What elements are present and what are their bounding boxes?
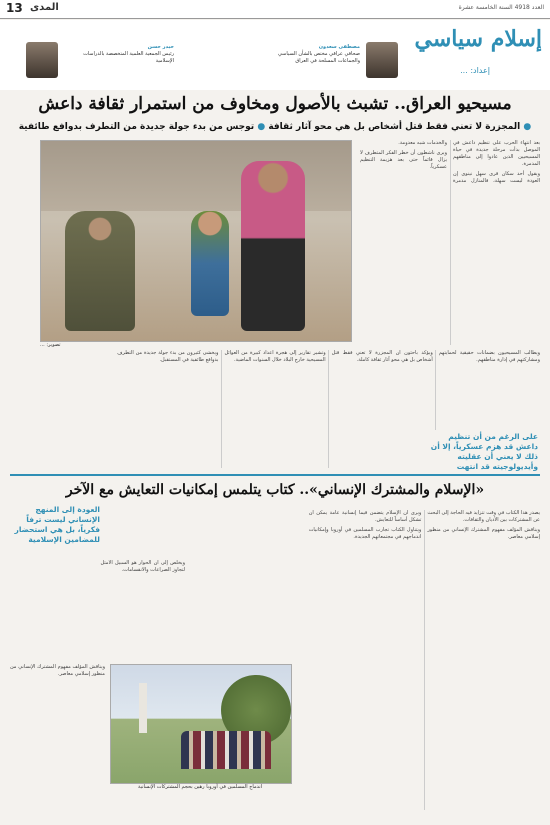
- writer-avatar: [26, 42, 58, 78]
- brand-logo: المدى: [30, 2, 59, 13]
- paragraph: يصدر هذا الكتاب في وقت تتزايد فيه الحاجة إلى البحث عن المشتركات بين الأديان والثقافات.: [427, 510, 540, 523]
- pull-quote: على الرغم من أن تنظيم داعش قد هزم عسكرياً، إلا أن ذلك لا يعني أن عقليته وأيديولوجيته قد انتهت: [426, 430, 540, 474]
- article-body-column: [10, 664, 105, 810]
- paragraph: ويرى أن الإسلام يتضمن قيماً إنسانية عامة يمكن أن تشكل أساساً للتعايش.: [308, 510, 422, 523]
- paragraph: ويناقش المؤلف مفهوم المشترك الإنساني من منظور إسلامي معاصر.: [10, 664, 105, 677]
- paragraph: ويخلص إلى أن الحوار هو السبيل الأمثل لتجاوز الصراعات والانقسامات.: [100, 560, 185, 573]
- paragraph: وتشير تقارير إلى هجرة أعداد كبيرة من العوائل المسيحية خارج البلاد خلال السنوات الماضية.: [224, 350, 326, 363]
- section-title: إسلام سياسي: [414, 26, 542, 52]
- photo-soldier: [65, 211, 135, 331]
- issue-info: العدد 4918 السنة الخامسة عشرة: [458, 4, 544, 11]
- writer-description: رئيس الجمعية العلمية المتخصصة بالدراسات الإسلامية: [83, 51, 174, 64]
- top-bar: [0, 0, 550, 19]
- writer-bio: [64, 44, 174, 82]
- subhead-part: توجس من بدء جولة جديدة من التطرف بدوافع طائفية: [18, 122, 255, 132]
- writer-name: حيدر حسن: [147, 44, 174, 50]
- bullet-icon: ●: [257, 122, 266, 132]
- page-number: 13: [6, 1, 23, 15]
- article-subhead: [10, 122, 540, 132]
- subhead-part: المجزرة لا تعني فقط قتل أشخاص بل هي محو آثار ثقافة: [268, 122, 521, 132]
- paragraph: بعد انتهاء الحرب على تنظيم داعش في الموصل بدأت مرحلة جديدة في حياة المسيحيين الذين عادوا إلى مناطقهم المدمرة.: [453, 140, 540, 167]
- article-photo: [110, 664, 292, 784]
- photo-caption: اندماج المسلمين في أوروبا رهين بحجم المشتركات الإنسانية: [137, 784, 263, 790]
- paragraph: ويرى ناشطون أن خطر الفكر المتطرف لا يزال قائماً حتى بعد هزيمة التنظيم عسكرياً.: [360, 150, 447, 170]
- article-headline: مسيحيو العراق.. تشبث بالأصول ومخاوف من استمرار ثقافة داعش: [38, 94, 512, 114]
- writer-description: صحافي عراقي مختص بالشأن السياسي والجماعات المسلحة في العراق: [278, 51, 360, 64]
- writer-avatar: [366, 42, 398, 78]
- paragraph: ويؤكد باحثون أن المجزرة لا تعني فقط قتل أشخاص بل هي محو آثار ثقافة كاملة.: [331, 350, 433, 363]
- article-divider: [10, 474, 540, 476]
- photo-minaret: [139, 683, 147, 733]
- article-body-column: [10, 560, 185, 660]
- article-body-column: [360, 140, 540, 345]
- writer-name: مصطفى سعدون: [318, 44, 360, 50]
- paragraph: ويقول أحد سكان قرى سهل نينوى إن العودة ليست سهلة، فالمنازل مدمرة والخدمات شبه معدومة.: [398, 140, 540, 184]
- bullet-icon: ●: [523, 122, 532, 132]
- writer-bio: [260, 44, 360, 82]
- paragraph: ويطالب المسيحيون بضمانات حقيقية لحمايتهم ومشاركتهم في إدارة مناطقهم.: [438, 350, 540, 363]
- paragraph: ويناقش المؤلف مفهوم المشترك الإنساني من منظور إسلامي معاصر.: [427, 527, 540, 540]
- photo-caption: تصوير: ...: [40, 342, 61, 348]
- article-headline: «الإسلام والمشترك الإنساني».. كتاب يتلمس إمكانيات التعايش مع الآخر: [65, 482, 485, 498]
- photo-child: [191, 211, 229, 316]
- paragraph: ويتناول الكتاب تجارب المسلمين في أوروبا وإمكانيات اندماجهم في مجتمعاتهم الجديدة.: [308, 527, 422, 540]
- section-subtitle: إعداد: ...: [460, 66, 490, 75]
- pull-quote: العودة إلى المنهج الإنساني ليست ترفاً فكرياً، بل هي استحضار للمضامين الإسلامية: [10, 505, 100, 545]
- photo-family: [181, 731, 271, 769]
- photo-man: [241, 161, 305, 331]
- paragraph: ويخشى كثيرون من بدء جولة جديدة من التطرف بدوافع طائفية في المستقبل.: [117, 350, 219, 363]
- article-photo: [40, 140, 352, 342]
